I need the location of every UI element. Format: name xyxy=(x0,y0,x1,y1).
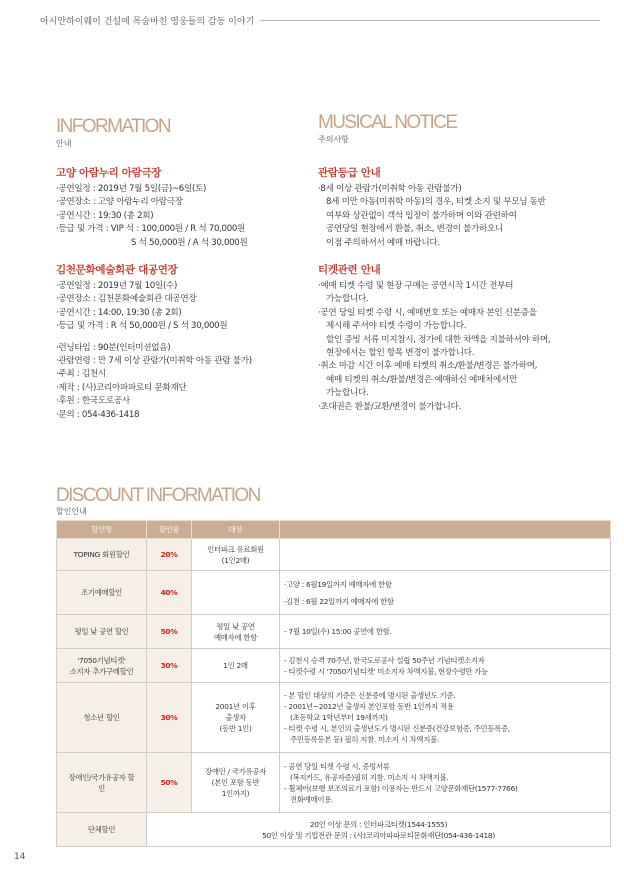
discount-target xyxy=(192,615,280,649)
table-row-group xyxy=(57,813,611,847)
note-line: - 티켓 수령 시, 본인의 출생년도가 명시된 신분증(건강보험증, 주민등록증, xyxy=(284,724,510,733)
target-line: 1인까지) xyxy=(221,789,250,798)
discount-table xyxy=(56,520,611,847)
note-line: 50인 이상 및 기업전관 문의 : (사)코리아파파로티문화재단(054-436-1418) xyxy=(262,830,495,840)
table-row xyxy=(57,571,611,615)
goyang-line: ·공연시간 : 19:30 (총 2회) xyxy=(56,210,154,221)
gimcheon-venue-heading: 김천문화예술회관 대공연장 xyxy=(56,264,178,277)
note-line: - 본 할인 대상의 기준은 신분증에 명시된 출생년도 기준. xyxy=(284,691,456,700)
note-line: ·고양 : 6월19일까지 예매자에 한함 xyxy=(284,579,392,589)
ticket-line: 제시해 주셔야 티켓 수령이 가능합니다. xyxy=(326,321,467,332)
grade-line: 이점 주의하셔서 예매 바랍니다. xyxy=(326,237,440,248)
ticket-line: 할인 증빙 서류 미지참시, 정가에 대한 차액을 지불하셔야 하며, xyxy=(326,334,551,345)
ticket-line: ·초대권은 환불/교환/변경이 불가합니다. xyxy=(318,401,461,412)
table-row xyxy=(57,615,611,649)
info-column xyxy=(56,165,252,422)
goyang-line: ·등급 및 가격 : VIP 석 : 100,000원 / R 석 70,000원 xyxy=(56,224,246,235)
discount-rate: 30% xyxy=(147,649,192,683)
target-line: 평일 낮 공연 xyxy=(216,621,255,631)
info-extra-line: ·관람연령 : 만 7세 이상 관람가(미취학 아동 관람 불가) xyxy=(56,356,252,367)
discount-target xyxy=(192,683,280,753)
grade-heading: 관람등급 안내 xyxy=(318,167,381,179)
group-note xyxy=(147,813,611,847)
info-extra-line: ·주최 : 김천시 xyxy=(56,369,106,380)
target-line: 예매자에 한함 xyxy=(213,632,258,642)
name-line: 소지자 추가구매할인 xyxy=(69,666,134,676)
target-line: (본인 포함 동반 xyxy=(211,778,260,787)
discount-name: 청소년 할인 xyxy=(57,683,147,753)
ticket-line: ·취소 마감 시간 이후 예매 티켓의 취소/환불/변경은 불가하며, xyxy=(318,361,538,372)
note-line: 20인 이상 문의 : 인터파크티켓(1544-1555) xyxy=(309,819,448,829)
note-line: - 티켓수령 시 '7050기념티켓' 미소지자 차액지불, 현장수령만 가능 xyxy=(284,666,488,676)
target-line: 1인 2매 xyxy=(223,661,248,670)
discount-note xyxy=(280,649,611,683)
target-line: 출생자 xyxy=(225,713,246,722)
discount-subtitle: 할인안내 xyxy=(56,507,87,516)
table-row xyxy=(57,649,611,683)
ticket-line: 가능합니다. xyxy=(326,388,369,399)
ticket-line: ·공연 당일 티켓 수령 시, 예매번호 또는 예매자 본인 신분증을 xyxy=(318,307,537,318)
ticket-line: 가능합니다. xyxy=(326,294,369,305)
table-row xyxy=(57,753,611,813)
page-number: 14 xyxy=(14,852,26,862)
running-header xyxy=(40,13,600,27)
discount-rate: 50% xyxy=(147,753,192,813)
discount-name xyxy=(57,753,147,813)
goyang-venue-heading: 고양 아람누리 아람극장 xyxy=(56,167,162,179)
note-line: - 2001년~2012년 출생자 본인포함 동반 1인까지 적용 xyxy=(284,702,454,711)
ticket-heading: 티켓관련 안내 xyxy=(318,264,381,277)
discount-target xyxy=(192,571,280,615)
note-line: (복지카드, 유공자증)필히 지참. 미소지 시 차액지불. xyxy=(290,772,449,782)
name-line: 인 xyxy=(98,783,105,793)
discount-note xyxy=(280,539,611,571)
discount-note xyxy=(280,571,611,615)
ticket-line: 예매 티켓의 취소/환불/변경은 예매하신 예매처에서만 xyxy=(326,374,517,385)
ticket-line: 현장에서는 할인 항목 변경이 불가합니다. xyxy=(326,348,475,359)
target-line: 인터파크 유료회원 xyxy=(207,544,264,554)
discount-title: DISCOUNT INFORMATION xyxy=(56,485,260,506)
discount-name: 평일 낮 공연 할인 xyxy=(57,615,147,649)
discount-name: 단체할인 xyxy=(57,813,147,847)
target-line: 장애인 / 국가유공자 xyxy=(204,767,266,776)
gimcheon-line: ·공연장소 : 김천문화예술회관 대공연장 xyxy=(56,294,197,305)
note-line: - 공연 당일 티켓 수령 시, 증빙서류 xyxy=(284,761,390,771)
grade-line: 여부와 상관없이 객석 입장이 불가하며 이와 관련하여 xyxy=(326,210,517,221)
header-discount-rate: 할인율 xyxy=(147,521,192,539)
grade-line: 공연당일 현장에서 환불, 취소, 변경이 불가하오니 xyxy=(326,224,504,235)
running-header-text: 아시안하이웨이 건설에 목숨바친 영웅들의 감동 이야기 xyxy=(40,16,255,27)
name-line: 장애인/국가유공자 할 xyxy=(68,772,135,782)
discount-rate: 30% xyxy=(147,683,192,753)
notice-column xyxy=(318,165,550,414)
goyang-line: ·공연일정 : 2019년 7월 5일(금)~6일(토) xyxy=(56,184,207,194)
note-line: ·김천 : 6월 22일까지 예매자에 한함 xyxy=(284,596,394,606)
discount-note xyxy=(280,615,611,649)
goyang-line: ·공연장소 : 고양 아람누리 아람극장 xyxy=(56,197,183,208)
discount-rate: 20% xyxy=(147,539,192,571)
information-title: INFORMATION xyxy=(56,116,170,137)
discount-rate: 50% xyxy=(147,615,192,649)
header-target: 대상 xyxy=(192,521,280,539)
info-extra-line: ·제작 : (사)코리아파파로티 문화재단 xyxy=(56,382,187,393)
note-line: 주민등록등본 등) 필히 지참. 미소지 시 차액지불. xyxy=(290,735,439,744)
grade-line: ·8세 이상 관람가(미취학 아동 관람불가) xyxy=(318,184,462,194)
name-line: '7050기념티켓' xyxy=(77,655,126,665)
discount-name: TOPING 회원할인 xyxy=(57,539,147,571)
info-extra-line: ·후원 : 한국도로공사 xyxy=(56,396,130,407)
grade-line: 8세 미만 아동(미취학 아동)의 경우, 티켓 소지 및 부모님 동반 xyxy=(326,197,546,208)
table-row xyxy=(57,683,611,753)
header-discount-name: 할인명 xyxy=(57,521,147,539)
table-row xyxy=(57,539,611,571)
gimcheon-line: ·등급 및 가격 : R 석 50,000원 / S 석 30,000원 xyxy=(56,321,228,332)
note-line: - 김천시 승격 70주년, 한국도로공사 설립 50주년 기념티켓소지자 xyxy=(284,655,485,665)
information-subtitle: 안내 xyxy=(56,139,72,148)
discount-table-header xyxy=(57,521,611,539)
note-line: - 휠체어(보행 보조의료기 포함) 이용자는 반드시 고양문화재단(1577-7766) xyxy=(284,783,518,793)
discount-target xyxy=(192,753,280,813)
target-line: 2001년 이후 xyxy=(215,702,256,711)
note-line: - 7월 10일(수) 15:00 공연에 한함. xyxy=(284,627,392,636)
target-line: (동반 1인) xyxy=(219,724,252,733)
notice-subtitle: 주의사항 xyxy=(318,135,349,144)
discount-target xyxy=(192,539,280,571)
ticket-line: ·예매 티켓 수령 및 현장 구매는 공연시작 1시간 전부터 xyxy=(318,281,514,292)
goyang-line: S 석 50,000원 / A 석 30,000원 xyxy=(131,237,248,248)
header-rule xyxy=(260,20,600,21)
discount-target xyxy=(192,649,280,683)
discount-note xyxy=(280,683,611,753)
discount-name xyxy=(57,649,147,683)
info-extra-line: ·문의 : 054-436-1418 xyxy=(56,409,140,420)
gimcheon-line: ·공연일정 : 2019년 7월 10일(수) xyxy=(56,281,178,292)
discount-name: 조기예매할인 xyxy=(57,571,147,615)
note-line: 전화예매이용. xyxy=(290,794,334,804)
header-note xyxy=(280,521,611,539)
discount-note xyxy=(280,753,611,813)
target-line: (1인2매) xyxy=(221,555,250,565)
discount-rate: 40% xyxy=(147,571,192,615)
notice-title: MUSICAL NOTICE xyxy=(318,112,457,133)
gimcheon-line: ·공연시간 : 14:00, 19:30 (총 2회) xyxy=(56,307,182,318)
info-extra-line: ·런닝타임 : 90분(인터미션없음) xyxy=(56,342,171,353)
note-line: (초등학교 1학년부터 19세까지) xyxy=(290,713,388,722)
